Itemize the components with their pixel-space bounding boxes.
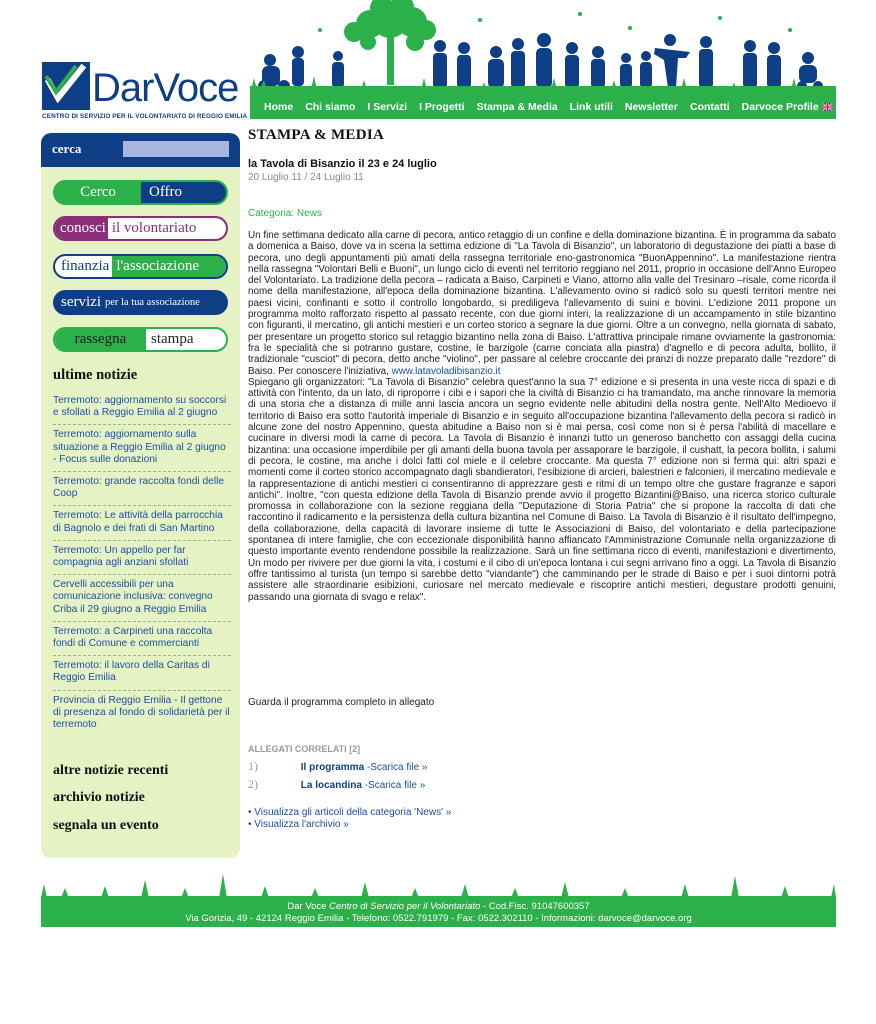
article-paragraph: Spiegano gli organizzatori: "La Tavola di Bisanzio" celebra quest'anno la sua 7° edizione e si presenta in una veste ricca di spazi e di attività con l'intento, da un lato, di riproporre i cibi e i sapori che la civiltà di Bisanzio ci ha tramandato, ma anche rinnovare la memoria di una storia che a distanza di mille anni lascia ancora un segno evidente nelle abitudini della nostra gente. Nell'Alto Medioevo il territorio di Baiso era sotto l'autorità imperiale di Bisanzio e in seguito all'occupazione bizantina l'allevamento della pecora si radicò in alcune zone del nostro Appennino, questa abitudine a Baiso non si è mai persa, così come non si è persa l'abilità di macellare e cucinare in diversi modi la carne di pecora. La Tavola di Bisanzio è innanzi tutto un generoso banchetto con assaggi della cucina bizantina: una occasione imperdibile per gli amanti della buona tavola per assaporare le barzigole, il cushatt, la pecora bollita, i salumi di pecora, le costine, ma anche i dolci fatti col miele e il celebre croccante. Ma questa 7° edizione non si ferma qui: altri spazi e momenti come il corteo storico accompagnato dagli sbandieratori, l'esibizione di arcieri, balestrieri e falconieri, il mercatino medievale e la rappresentazione di antichi mestieri ci consentiranno di apprezzare gesti e ritmi di un tempo oltre che gustare fragranze e sapori antichi". Inoltre, "con questa edizione della Tavola di Bisanzio prende avvio il progetto Bizantini@Baiso, una ricerca storico culturale promossa in collaborazione con la sezione reggiana della "Deputazione di Storia Patria" che si propone la raccolta di dati che raccontino il radicamento e la persistenza della cultura bizantina nel Comune di Baiso. La Tavola di Bisanzio è il risultato dell'impegno, della collaborazione, della capacità di lavorare insieme di tutte le Associazioni di Baiso, del volontariato e della partecipazione spontanea di intere famiglie, che con eccezionale disponibilità hanno affiancato l'Amministrazione Comunale nella organizzazione di questo importante evento rendendone possibile la realizzazione. Sarà un fine settimana ricco di eventi, manifestazioni e divertimento, Un modo per rivivere per due giorni la vita, i costumi e il cibo di un'epoca lontana i cui segni arrivano fino a oggi. La Tavola di Bisanzio offre tantissimo al turista (un tempo si sarebbe detto "viandante") che camminando per le strade di Baiso e per i suoi dintorni potrà assistere alle straordinarie esibizioni, curiosare nel mercato medievale e riscoprire antichi mestieri, degustare prodotti genuini, passando una giornata di svago e relax".	[248, 376, 836, 603]
archive-link[interactable]: • Visualizza l'archivio »	[248, 819, 349, 830]
logo-mark-icon	[42, 62, 90, 110]
footer-org: Dar Voce	[287, 901, 327, 912]
nav-stampa-media[interactable]: Stampa & Media	[476, 100, 558, 113]
attachment-row	[248, 777, 425, 792]
nav-link-utili[interactable]: Link utili	[569, 100, 613, 113]
rassegna-stampa-button[interactable]	[53, 327, 228, 352]
sidebar	[41, 133, 240, 858]
associazione-label: l'associazione	[112, 256, 226, 277]
news-item[interactable]: Terremoto: a Carpineti una raccolta fondi di Comune e commercianti	[53, 621, 231, 655]
servizi-associazione-button[interactable]	[53, 290, 228, 315]
footer-fiscal: - Cod.Fisc. 91047600357	[482, 901, 590, 912]
attachment-name[interactable]: Il programma	[300, 762, 365, 773]
nav-darvoce-profile-label: Darvoce Profile	[741, 100, 819, 113]
altre-notizie-link[interactable]: altre notizie recenti	[53, 763, 169, 778]
nav-home[interactable]: Home	[264, 100, 294, 113]
news-item[interactable]: Provincia di Reggio Emilia - Il gettone di presenza al fondo di solidarietà per il terremoto	[53, 690, 231, 737]
nav-newsletter[interactable]: Newsletter	[624, 100, 678, 113]
finanzia-label: finanzia	[61, 258, 110, 274]
servizi-label: servizi	[61, 294, 101, 310]
category-articles-link[interactable]: • Visualizza gli articoli della categoria 'News' »	[248, 807, 452, 818]
nav-darvoce-profile[interactable]	[736, 101, 839, 113]
download-link[interactable]: -Scarica file »	[366, 762, 428, 773]
nav-chi-siamo[interactable]: Chi siamo	[305, 100, 356, 113]
footer-grass-decoration	[41, 870, 836, 898]
attachment-number: 2)	[248, 777, 258, 791]
attachment-name[interactable]: La locandina	[300, 780, 362, 791]
darvoce-logo[interactable]	[42, 62, 248, 124]
cerco-offro-button[interactable]	[53, 180, 228, 205]
news-item[interactable]: Cervelli accessibili per una comunicazione inclusiva: convegno Criba il 29 giugno a Reggio Emilia	[53, 574, 231, 621]
logo-tagline: CENTRO DI SERVIZIO PER IL VOLONTARIATO DI REGGIO EMILIA	[42, 113, 248, 120]
download-link[interactable]: -Scarica file »	[364, 780, 426, 791]
footer-tag: Centro di Servizio per il Volontariato	[329, 901, 481, 912]
article-title: la Tavola di Bisanzio il 23 e 24 luglio	[248, 158, 437, 170]
footer-line-1	[41, 901, 836, 912]
nav-servizi[interactable]: I Servizi	[367, 100, 408, 113]
archivio-notizie-link[interactable]: archivio notizie	[53, 790, 145, 805]
news-item[interactable]: Terremoto: aggiornamento su soccorsi e sfollati a Reggio Emilia al 2 giugno	[53, 395, 227, 419]
news-heading: ultime notizie	[53, 367, 138, 383]
uk-flag-icon	[822, 103, 833, 111]
article-date: 20 Luglio 11 / 24 Luglio 11	[248, 172, 364, 183]
main-content	[248, 127, 838, 830]
finanzia-associazione-button[interactable]	[53, 254, 228, 279]
header-banner-illustration	[250, 0, 836, 94]
news-item[interactable]: Terremoto: grande raccolta fondi delle Coop	[53, 471, 231, 505]
attachment-number: 1)	[248, 759, 258, 773]
nav-progetti[interactable]: I Progetti	[419, 100, 465, 113]
search-bar	[41, 133, 240, 167]
article-paragraph-text: Un fine settimana dedicato alla carne di pecora, antico retaggio di un confine e della dominazione bizantina. È in programma da sabato a domenica a Baiso, dove va in scena la settima edizione di "La Tavola di Bisanzio", un laboratorio di degustazione dei piatti a base di pecora, uno degli appuntamenti più amati della rassegna territoriale eno-gastronomica "BuonAppennino". La manifestazione rientra nella rassegna "Volontari Belli e Buoni", un lungo ciclo di eventi nel territorio reggiano nel 2011, proprio in occasione dell'Anno Europeo del Volontariato. La tradizione della pecora – radicata a Baiso, Carpineti e Viano, attorno alla valle del Tresinaro –risale, come ricorda il nome della manifestazione, all'epoca della dominazione bizantina. L'allevamento ovino si radicò solo su questi territori mentre nei paesi vicini, confinanti e sotto il controllo longobardo, si prediligeva l'allevamento di suini e bovini. L'edizione 2011 propone un programma molto rafforzato rispetto al passato recente, con due giorni interi, la realizzazione di un accampamento in stile bizantino con figuranti, il mercatino, gli antichi mestieri e un corteo storico a segnare la due giorni. Oltre a un convegno, nella giornata di sabato, per presentare un progetto storico sul retaggio bizantino nella zona di Baiso. L'attrattiva principale rimane ovviamente la gastronomia: fra le specialità che si potranno gustare, costine, le barzigole (carne conciata alla piastra) d'agnello e di pecora adulta, bollito, il tradizionale "cusciot" di pecora, detto anche "violino", per passare al celebre croccante dei pranzi di nozze preparato dalle "rezdore" di Baiso. Per conoscere l'iniziativa,	[248, 230, 836, 377]
search-input[interactable]	[123, 141, 229, 157]
news-item[interactable]: Terremoto: Le attività della parrocchia di Bagnolo e dei frati di San Martino	[53, 505, 231, 539]
attachment-row	[248, 759, 428, 774]
logo-name: DarVoce	[92, 66, 239, 110]
conosci-volontariato-button[interactable]	[53, 216, 228, 241]
offro-label[interactable]: Offro	[141, 182, 226, 203]
footer-line-2: Via Gorizia, 49 - 42124 Reggio Emilia - Telefono: 0522.791979 - Fax: 0522.302110 - Informazioni: darvoce@darvoce.org	[185, 913, 692, 924]
article-body	[248, 230, 836, 603]
news-item[interactable]: Terremoto: il lavoro della Caritas di Reggio Emilia	[53, 655, 231, 689]
article-category: Categoria: News	[248, 208, 322, 219]
section-title: STAMPA & MEDIA	[248, 127, 385, 143]
stampa-label: stampa	[151, 331, 194, 347]
volontariato-label: il volontariato	[111, 220, 197, 236]
conosci-label: conosci	[55, 218, 108, 239]
news-list	[53, 391, 231, 736]
rassegna-label: rassegna	[55, 329, 146, 350]
segnala-evento-link[interactable]: segnala un evento	[53, 818, 159, 833]
site-link[interactable]: www.latavoladibisanzio.it	[391, 365, 501, 377]
article-paragraph	[248, 230, 836, 377]
news-item[interactable]: Terremoto: Un appello per far compagnia agli anziani sfollati	[53, 540, 231, 574]
attachments-heading: ALLEGATI CORRELATI [2]	[248, 744, 361, 754]
search-label: cerca	[52, 141, 82, 156]
main-nav	[250, 94, 836, 119]
footer	[41, 870, 836, 927]
nav-contatti[interactable]: Contatti	[689, 100, 730, 113]
news-item[interactable]: Terremoto: aggiornamento sulla situazione a Reggio Emilia al 2 giugno - Focus sulle donazioni	[53, 424, 231, 471]
cerco-label[interactable]: Cerco	[80, 184, 116, 200]
program-line: Guarda il programma completo in allegato	[248, 697, 435, 708]
per-la-tua-associazione-label: per la tua associazione	[104, 297, 200, 308]
